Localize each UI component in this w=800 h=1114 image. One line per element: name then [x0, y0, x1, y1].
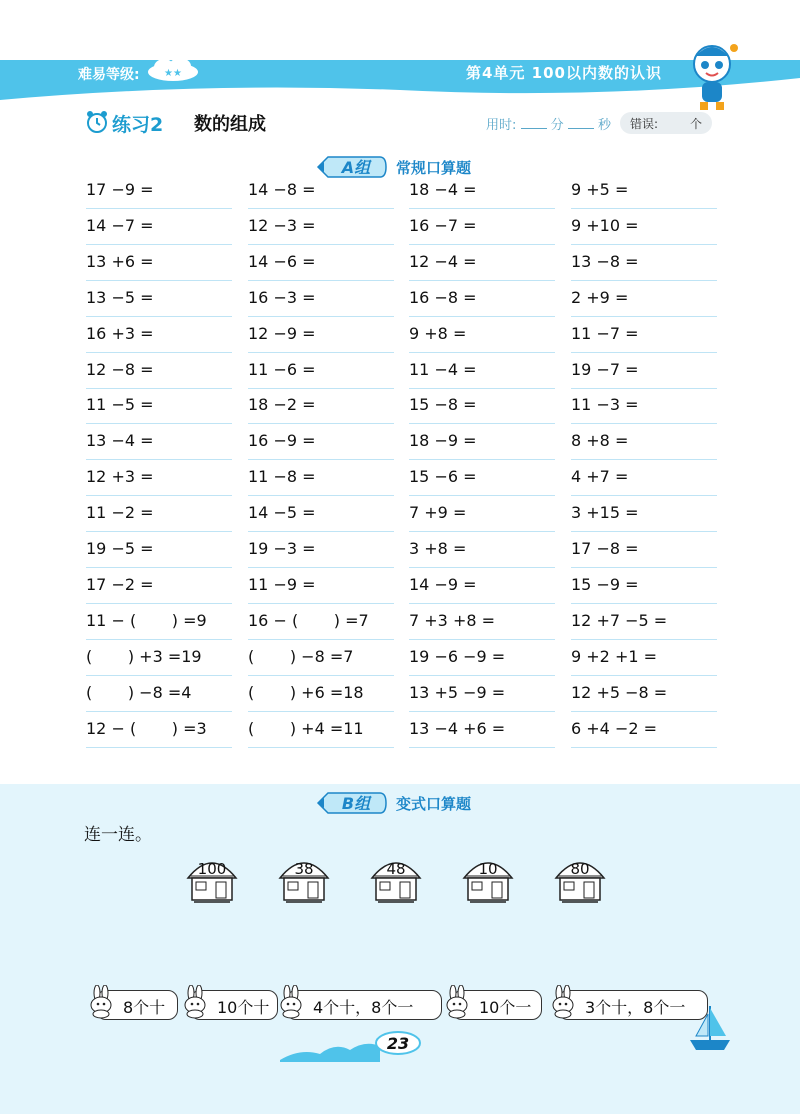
exercise-title: 数的组成 [194, 114, 266, 135]
problem-cell[interactable]: 19 −7 = [571, 352, 717, 389]
problem-cell[interactable]: 14 −7 = [86, 208, 232, 245]
problem-cell[interactable]: 11 −2 = [86, 495, 232, 532]
time-label: 用时: [486, 118, 517, 133]
tag-label: 10个一 [479, 998, 532, 1017]
problem-cell[interactable]: 8 +8 = [571, 423, 717, 460]
problem-cell[interactable]: ( ) −8 =7 [248, 639, 394, 676]
problem-cell[interactable]: 17 −9 = [86, 172, 232, 209]
problem-cell[interactable]: 11 −6 = [248, 352, 394, 389]
house-number: 38 [294, 860, 314, 878]
rabbit-icon [181, 985, 213, 1019]
problem-cell[interactable]: 15 −6 = [409, 459, 555, 496]
problem-cell[interactable]: 12 +5 −8 = [571, 675, 717, 712]
time-used-field [486, 114, 611, 133]
problem-cell[interactable]: 18 −4 = [409, 172, 555, 209]
mascot-icon [682, 40, 742, 112]
tag-label: 3个十，8个一 [585, 998, 686, 1017]
problem-cell[interactable]: 6 +4 −2 = [571, 711, 717, 748]
house-card[interactable] [550, 852, 610, 908]
problem-cell[interactable]: 4 +7 = [571, 459, 717, 496]
problem-cell[interactable]: 12 −4 = [409, 244, 555, 281]
rabbit-icon [277, 985, 309, 1019]
problem-cell[interactable]: 9 +2 +1 = [571, 639, 717, 676]
problem-cell[interactable]: 16 −8 = [409, 280, 555, 317]
problem-cell[interactable]: 11 −7 = [571, 316, 717, 353]
tag-card[interactable] [452, 990, 542, 1020]
rabbit-icon [87, 985, 119, 1019]
problem-cell[interactable]: 11 −8 = [248, 459, 394, 496]
problem-cell[interactable]: 19 −3 = [248, 531, 394, 568]
tag-card[interactable] [190, 990, 278, 1020]
seconds-blank[interactable] [568, 116, 594, 129]
problem-cell[interactable]: 12 − ( ) =3 [86, 711, 232, 748]
problem-cell[interactable]: 17 −8 = [571, 531, 717, 568]
problem-cell[interactable]: 11 −4 = [409, 352, 555, 389]
error-count-field[interactable] [620, 112, 712, 134]
section-b-badge: B组 [341, 794, 371, 813]
rabbit-icon [443, 985, 475, 1019]
problem-cell[interactable]: 19 −5 = [86, 531, 232, 568]
rabbit-icon [549, 985, 581, 1019]
page-number: 23 [386, 1034, 410, 1053]
problem-cell[interactable]: ( ) +3 =19 [86, 639, 232, 676]
problem-cell[interactable]: 14 −9 = [409, 567, 555, 604]
sailboat-icon [688, 1002, 732, 1054]
house-number: 48 [386, 860, 406, 878]
difficulty-stars: ★★ [164, 68, 182, 79]
section-a-title: 常规口算题 [396, 159, 472, 177]
problem-cell[interactable]: 11 −3 = [571, 387, 717, 424]
house-number: 100 [197, 860, 227, 878]
error-label: 错误: [630, 117, 659, 131]
problem-cell[interactable]: 9 +8 = [409, 316, 555, 353]
problem-cell[interactable]: ( ) +4 =11 [248, 711, 394, 748]
problem-cell[interactable]: 7 +9 = [409, 495, 555, 532]
problem-cell[interactable]: 15 −8 = [409, 387, 555, 424]
exercise-number: 练习2 [112, 114, 164, 136]
problem-cell[interactable]: 3 +8 = [409, 531, 555, 568]
problem-cell[interactable]: 13 +5 −9 = [409, 675, 555, 712]
problem-cell[interactable]: 17 −2 = [86, 567, 232, 604]
problem-cell[interactable]: 9 +10 = [571, 208, 717, 245]
section-a-badge: A组 [341, 158, 371, 177]
difficulty-label: 难易等级: [78, 67, 140, 83]
problem-cell[interactable]: 12 −3 = [248, 208, 394, 245]
problem-cell[interactable]: 11 −9 = [248, 567, 394, 604]
house-card[interactable] [274, 852, 334, 908]
minutes-blank[interactable] [521, 116, 547, 129]
section-b-title: 变式口算题 [396, 795, 472, 813]
seconds-label: 秒 [597, 118, 611, 133]
problem-cell[interactable]: 16 − ( ) =7 [248, 603, 394, 640]
tag-card[interactable] [558, 990, 708, 1020]
tag-card[interactable] [286, 990, 442, 1020]
problem-cell[interactable]: ( ) −8 =4 [86, 675, 232, 712]
problem-cell[interactable]: 13 +6 = [86, 244, 232, 281]
tag-label: 10个十 [217, 998, 270, 1017]
problem-cell[interactable]: ( ) +6 =18 [248, 675, 394, 712]
house-card[interactable] [182, 852, 242, 908]
problem-cell[interactable]: 11 −5 = [86, 387, 232, 424]
problem-cell[interactable]: 18 −2 = [248, 387, 394, 424]
problem-cell[interactable]: 9 +5 = [571, 172, 717, 209]
house-number: 10 [478, 860, 498, 878]
problem-cell[interactable]: 13 −4 +6 = [409, 711, 555, 748]
problem-cell[interactable]: 12 +7 −5 = [571, 603, 717, 640]
house-card[interactable] [366, 852, 426, 908]
problem-cell[interactable]: 12 −8 = [86, 352, 232, 389]
problem-cell[interactable]: 3 +15 = [571, 495, 717, 532]
house-number: 80 [570, 860, 590, 878]
problem-cell[interactable]: 13 −5 = [86, 280, 232, 317]
tag-label: 4个十，8个一 [313, 998, 414, 1017]
problem-cell[interactable]: 13 −4 = [86, 423, 232, 460]
problem-cell[interactable]: 2 +9 = [571, 280, 717, 317]
instruction: 连一连。 [84, 825, 152, 845]
problem-cell[interactable]: 19 −6 −9 = [409, 639, 555, 676]
house-card[interactable] [458, 852, 518, 908]
unit-title: 第4单元 100以内数的认识 [466, 64, 662, 82]
wave-icon [280, 1038, 380, 1062]
problem-cell[interactable]: 14 −5 = [248, 495, 394, 532]
problem-cell[interactable]: 16 −3 = [248, 280, 394, 317]
problem-cell[interactable]: 15 −9 = [571, 567, 717, 604]
problem-cell[interactable]: 16 −7 = [409, 208, 555, 245]
tag-card[interactable] [96, 990, 178, 1020]
error-unit: 个 [690, 117, 703, 131]
problem-cell[interactable]: 11 − ( ) =9 [86, 603, 232, 640]
problem-cell[interactable]: 13 −8 = [571, 244, 717, 281]
problem-cell[interactable]: 12 +3 = [86, 459, 232, 496]
minutes-label: 分 [550, 118, 564, 133]
tag-label: 8个十 [123, 998, 166, 1017]
problem-cell[interactable]: 16 −9 = [248, 423, 394, 460]
section-b-header [316, 790, 516, 816]
alarm-clock-icon [86, 110, 108, 134]
cloud-icon [146, 58, 200, 82]
problem-cell[interactable]: 7 +3 +8 = [409, 603, 555, 640]
problem-cell[interactable]: 18 −9 = [409, 423, 555, 460]
problem-cell[interactable]: 14 −8 = [248, 172, 394, 209]
problem-cell[interactable]: 12 −9 = [248, 316, 394, 353]
problem-cell[interactable]: 16 +3 = [86, 316, 232, 353]
pencil-badge-icon [316, 790, 388, 816]
problem-cell[interactable]: 14 −6 = [248, 244, 394, 281]
